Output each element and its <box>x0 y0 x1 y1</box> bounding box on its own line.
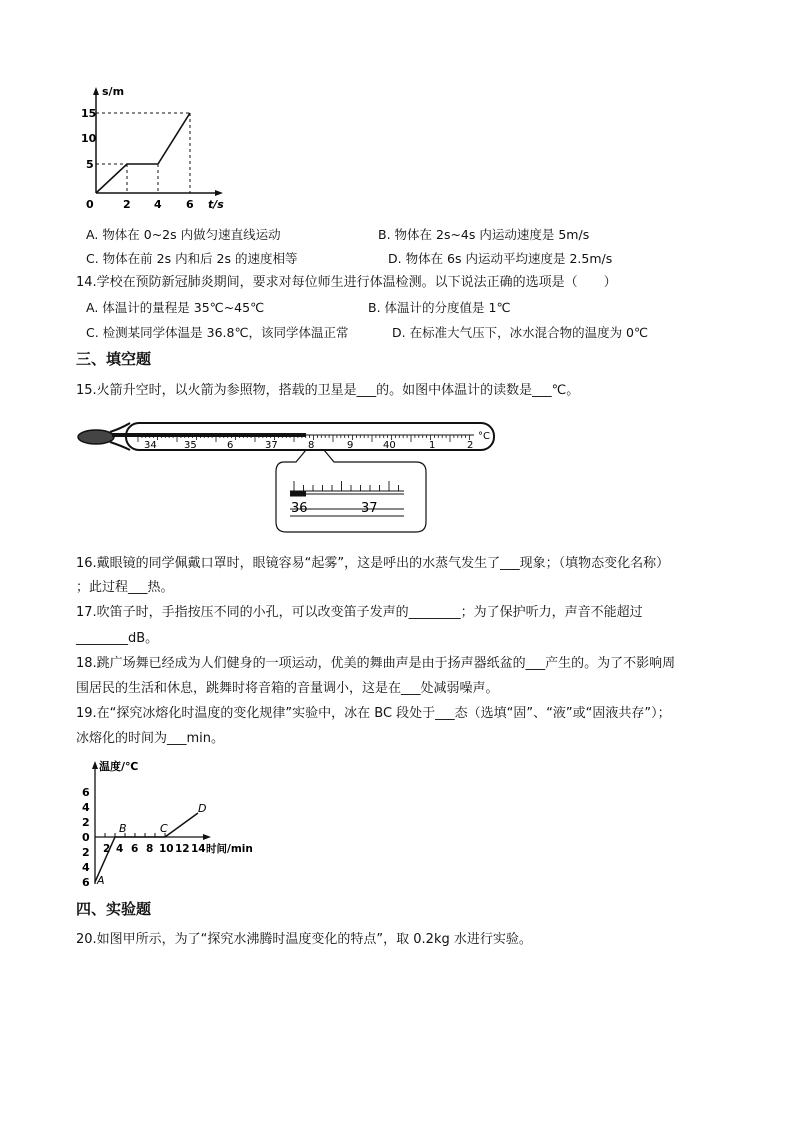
temp-xlabel: 时间/min <box>206 843 253 855</box>
temp-xtick-12: 12 <box>175 843 190 855</box>
thermo-label-38: 8 <box>308 440 315 451</box>
q15-text: 15.火箭升空时，以火箭为参照物，搭载的卫星是___的。如图中体温计的读数是___℃。 <box>76 383 580 398</box>
thermo-label-40: 40 <box>383 440 396 451</box>
temp-xtick-6: 6 <box>131 843 139 855</box>
temp-point-b: B <box>119 822 127 835</box>
temp-ytick-neg2: 2 <box>82 846 90 859</box>
temp-ytick-6: 6 <box>82 786 90 799</box>
temp-ytick-neg6: 6 <box>82 876 90 889</box>
st-xtick-2: 2 <box>123 198 131 211</box>
thermo-label-42: 2 <box>467 440 474 451</box>
q18-line2: 围居民的生活和休息，跳舞时将音箱的音量调小，这是在___处减弱噪声。 <box>76 681 499 696</box>
temp-origin: 0 <box>82 831 90 844</box>
st-ylabel: s/m <box>102 85 125 98</box>
q19-line1: 19.在“探究冰熔化时温度的变化规律”实验中，冰在 BC 段处于___态（选填“固”、“液”或“固液共存”）； <box>76 706 671 721</box>
temp-point-d: D <box>198 802 207 815</box>
q18-line1: 18.跳广场舞已经成为人们健身的一项运动，优美的舞曲声是由于扬声器纸盆的___产生的。为了不影响周 <box>76 656 676 671</box>
temp-xtick-4: 4 <box>116 843 124 855</box>
q14-option-b: B. 体温计的分度值是 1℃ <box>368 300 511 315</box>
thermometer-figure <box>74 418 504 538</box>
temp-point-a: A <box>97 874 105 887</box>
q13-option-c: C. 物体在前 2s 内和后 2s 的速度相等 <box>86 251 298 266</box>
temp-ytick-4: 4 <box>82 801 90 814</box>
thermo-label-37: 37 <box>265 440 278 451</box>
st-ytick-10: 10 <box>81 132 97 145</box>
graph-temperature <box>78 756 268 891</box>
section-4-heading: 四、实验题 <box>76 900 152 918</box>
thermo-label-35: 35 <box>184 440 197 451</box>
q17-line1: 17.吹笛子时，手指按压不同的小孔，可以改变笛子发声的________；为了保护听力，声音不能超过 <box>76 605 643 620</box>
zoom-label-37: 37 <box>361 501 378 516</box>
q14-option-c: C. 检测某同学体温是 36.8℃，该同学体温正常 <box>86 325 349 340</box>
q14-stem: 14.学校在预防新冠肺炎期间，要求对每位师生进行体温检测。以下说法正确的选项是（ ） <box>76 275 617 290</box>
st-xtick-6: 6 <box>186 198 194 211</box>
q13-option-b: B. 物体在 2s~4s 内运动速度是 5m/s <box>378 227 590 242</box>
st-xlabel: t/s <box>208 198 224 211</box>
temp-point-c: C <box>160 822 168 835</box>
st-origin: 0 <box>86 198 94 211</box>
st-xtick-4: 4 <box>154 198 162 211</box>
thermo-label-39: 9 <box>347 440 354 451</box>
section-3-heading: 三、填空题 <box>76 350 152 368</box>
thermo-unit: °C <box>478 431 490 442</box>
q19-line2: 冰熔化的时间为___min。 <box>76 731 225 746</box>
thermo-label-36: 6 <box>227 440 234 451</box>
q16-line2: ；此过程___热。 <box>76 580 174 595</box>
q17-line2: ________dB。 <box>76 631 159 646</box>
temp-ylabel: 温度/℃ <box>99 760 139 773</box>
zoom-ticks <box>294 481 399 491</box>
st-ytick-15: 15 <box>81 107 97 120</box>
temp-ytick-neg4: 4 <box>82 861 90 874</box>
temp-xtick-14: 14 <box>191 843 206 855</box>
zoom-label-36: 36 <box>291 501 308 516</box>
temp-xtick-8: 8 <box>146 843 154 855</box>
q13-option-a: A. 物体在 0~2s 内做匀速直线运动 <box>86 227 281 242</box>
q14-option-d: D. 在标准大气压下，冰水混合物的温度为 0℃ <box>392 325 649 340</box>
q14-option-a: A. 体温计的量程是 35℃~45℃ <box>86 300 265 315</box>
q13-option-d: D. 物体在 6s 内运动平均速度是 2.5m/s <box>388 251 613 266</box>
q16-line1: 16.戴眼镜的同学佩戴口罩时，眼镜容易“起雾”，这是呼出的水蒸气发生了___现象；（填物态变化名称） <box>76 556 670 571</box>
thermo-label-34: 34 <box>144 440 157 451</box>
thermo-label-41: 1 <box>429 440 436 451</box>
temp-xtick-10: 10 <box>159 843 174 855</box>
st-ytick-5: 5 <box>86 158 94 171</box>
q20-text: 20.如图甲所示，为了“探究水沸腾时温度变化的特点”，取 0.2kg 水进行实验。 <box>76 932 532 947</box>
graph-st <box>80 82 230 217</box>
temp-ytick-2: 2 <box>82 816 90 829</box>
temp-xtick-2: 2 <box>103 843 111 855</box>
